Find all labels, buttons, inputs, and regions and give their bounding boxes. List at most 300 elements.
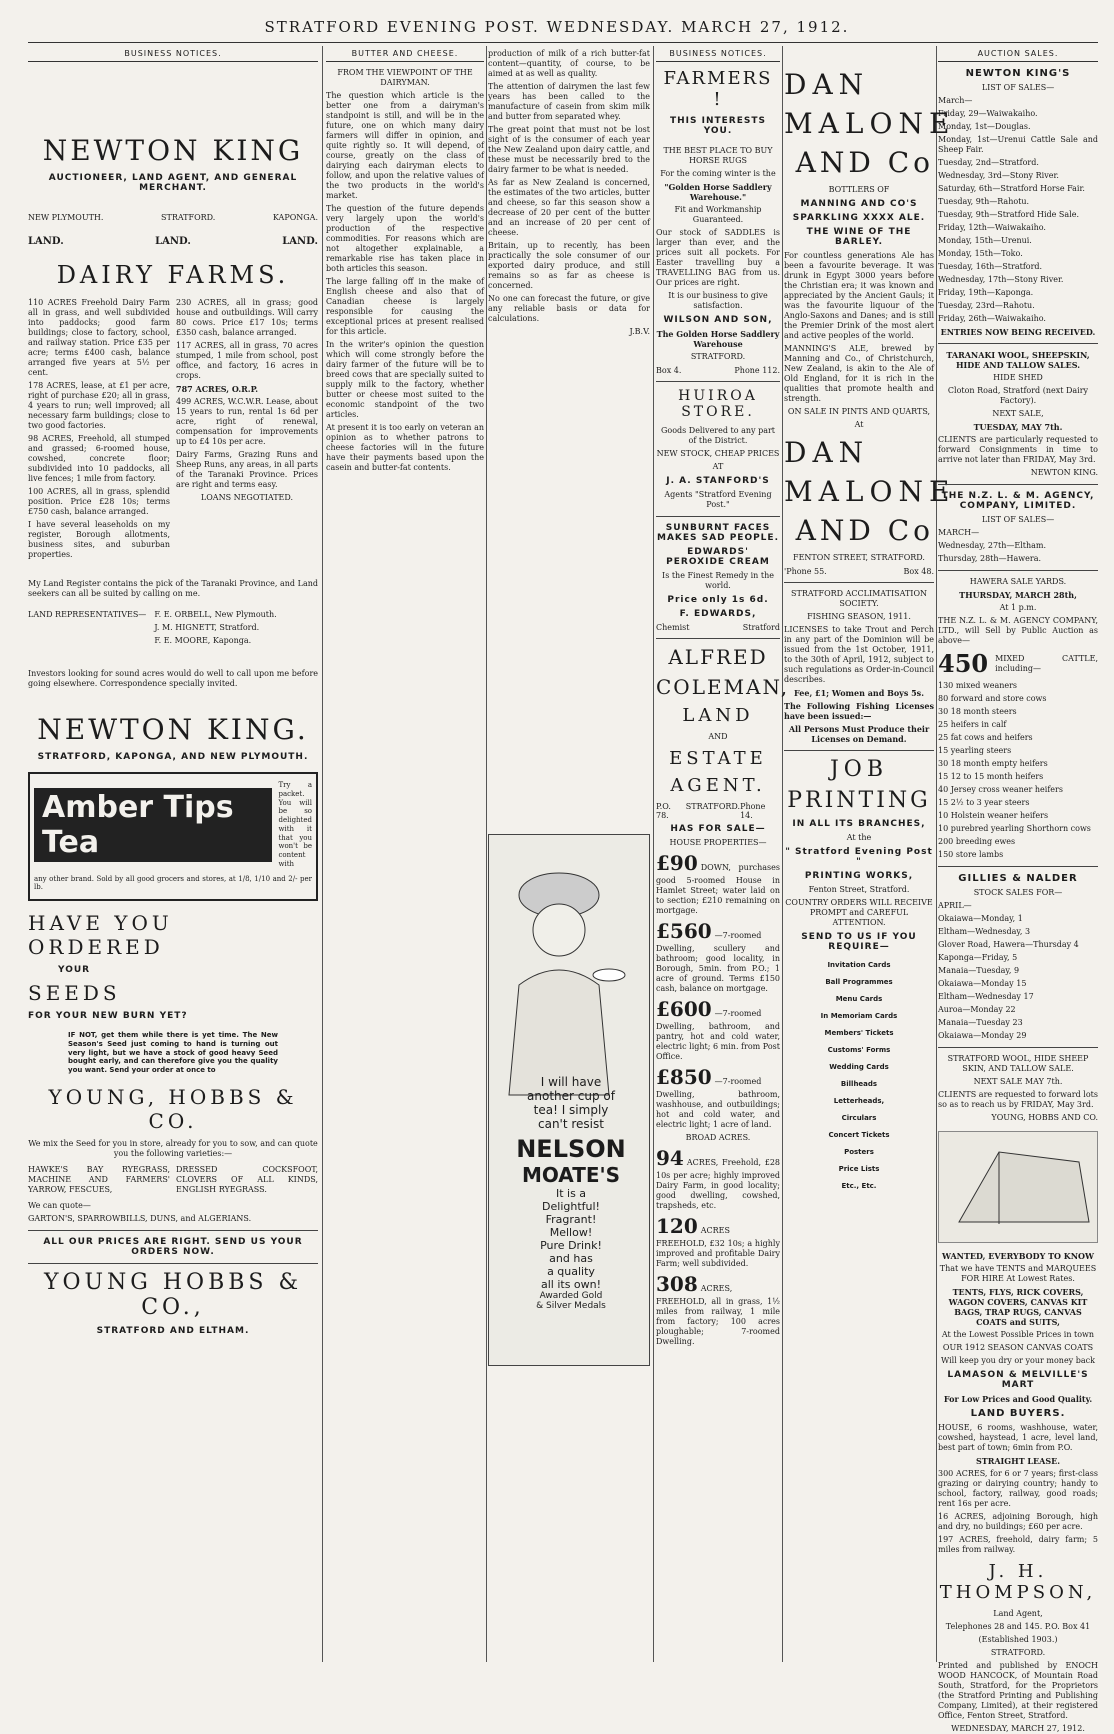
malone-title: MALONE: [784, 107, 956, 140]
seed-variety: HAWKE'S BAY RYEGRASS, MACHINE AND FARMERS' YARROW, FESCUES,: [28, 1164, 170, 1194]
peroxide-cream: EDWARDS' PEROXIDE CREAM: [666, 547, 770, 567]
sparkling-line: SPARKLING XXXX ALE.: [792, 213, 926, 223]
month-label: MARCH—: [938, 528, 980, 537]
at-the: At the: [846, 833, 872, 842]
bottlers-line: BOTTLERS OF: [828, 185, 890, 194]
cattle-entry: 40 Jersey cross weaner heifers: [938, 785, 1063, 794]
divider: [784, 750, 934, 751]
golden-horse-2: The Golden Horse Saddlery Warehouse: [656, 329, 780, 349]
dairy-farms-title: DAIRY FARMS.: [56, 261, 290, 289]
at-line: At: [854, 420, 864, 429]
entries-line: ENTRIES NOW BEING RECEIVED.: [940, 327, 1096, 337]
sale-entry: Auroa—Monday 22: [938, 1005, 1016, 1014]
phone-number: Phone 112.: [734, 366, 780, 375]
divider: [938, 484, 1098, 485]
box-number: Box 4.: [656, 366, 682, 375]
sale-entry: Tuesday, 9th—Stratford Hide Sale.: [938, 210, 1080, 219]
cattle-entry: 30 18 month steers: [938, 707, 1017, 716]
house-text: —7-roomed Dwelling, bathroom, washhouse, and outbuildings; hot and cold water, and electric light; 1 acre of land.: [656, 1077, 780, 1129]
telephones: Telephones 28 and 145. P.O. Box 41: [945, 1622, 1091, 1631]
cloton-road: Cloton Road, Stratford (next Dairy Factory).: [947, 386, 1089, 405]
sale-entry: Okaiawa—Monday 15: [938, 979, 1027, 988]
sale-entry: Friday, 26th—Waiwakaiho.: [938, 314, 1046, 323]
printing-item: Billheads: [840, 1080, 878, 1088]
sale-time: At 1 p.m.: [999, 603, 1037, 612]
article-paragraph: The attention of dairymen the last few years has been called to the manufacture of casein from skim milk and butter from separated whey.: [488, 82, 650, 121]
dan-title-2: DAN: [784, 436, 870, 469]
masthead: STRATFORD EVENING POST. WEDNESDAY. MARCH 27, 1912.: [264, 18, 850, 36]
buyer-listing: HOUSE, 6 rooms, washhouse, water, cowshed, haystead, 1 acre, level land, best part of town; 6min from P.O.: [938, 1423, 1098, 1452]
month-label: APRIL—: [938, 901, 972, 910]
business-line: It is our business to give satisfaction.: [668, 291, 768, 310]
month-label: March—: [938, 96, 973, 105]
article-paragraph: The question which article is the better one from a dairyman's standpoint is still, and will be in the future, one on which many dairy farmers will differ in opinion, and quite rightly so. It will depend, of course, greatly on the class of dairying each dairyman elects to follow, and upon the relative values of the two products in the world's market.: [326, 91, 484, 200]
malone-title-2: MALONE: [784, 475, 956, 508]
sale-entry: Manaia—Tuesday 23: [938, 1018, 1023, 1027]
agents-line: Agents "Stratford Evening Post.": [664, 490, 772, 509]
chemist-label: Chemist: [656, 623, 690, 632]
sale-entry: Monday, 15th—Urenui.: [938, 236, 1032, 245]
land-reps-label: LAND REPRESENTATIVES—: [28, 610, 147, 619]
article-signature: J.B.V.: [629, 327, 650, 336]
nk-signature: NEWTON KING.: [1030, 468, 1098, 477]
alfred-title: ALFRED: [668, 645, 768, 669]
price-line: Price only 1s 6d.: [667, 595, 769, 605]
house-text: —7-roomed Dwelling, scullery and bathroom; good locality, in Borough, 5min. from P.O.; 1 acre of ground. Terms £150 cash, balance on mortgage.: [656, 931, 780, 993]
land-buyers: LAND BUYERS.: [970, 1408, 1066, 1419]
cattle-entry: 10 Holstein weaner heifers: [938, 811, 1049, 820]
ad-line: Pure Drink!: [540, 1239, 602, 1252]
buyer-listing: 197 ACRES, freehold, dairy farm; 5 miles from railway.: [938, 1535, 1098, 1554]
golden-horse: "Golden Horse Saddlery Warehouse.": [664, 182, 772, 202]
printing-item: Menu Cards: [835, 995, 883, 1003]
flys-line: TENTS, FLYS, RICK COVERS, WAGON COVERS, CANVAS KIT BAGS, TRAP RUGS, CANVAS COATS and SUITS,: [948, 1287, 1088, 1327]
sale-entry: Thursday, 28th—Hawera.: [938, 554, 1042, 563]
wool-sale-2: STRATFORD WOOL, HIDE SHEEP SKIN, AND TALLOW SALE.: [947, 1054, 1089, 1073]
produce-line: All Persons Must Produce their Licenses on Demand.: [788, 724, 930, 744]
gillies-title: GILLIES & NALDER: [958, 873, 1078, 884]
printing-items: [784, 961, 934, 1190]
section-header: AUCTION SALES.: [938, 46, 1098, 62]
hawera-yards: HAWERA SALE YARDS.: [969, 577, 1067, 586]
listing-text: 100 ACRES, all in grass, splendid position. Price £28 10s; terms £750 cash, balance arranged.: [28, 487, 170, 516]
article-paragraph: As far as New Zealand is concerned, the estimates of the two articles, butter and cheese, so far this season show a decrease of 20 per cent of the butter and an increase of 20 per cent of cheese.: [488, 178, 650, 237]
newton-king-title: NEWTON KING: [42, 134, 304, 167]
sale-date: TUESDAY, MAY 7th.: [973, 422, 1063, 432]
andco-title-2: AND Co: [795, 514, 934, 547]
po-box: P.O. 78.: [656, 802, 671, 820]
keep-line: Will keep you dry or your money back: [941, 1356, 1095, 1365]
seeds-list: GARTON'S, SPARROWBILLS, DUNS, and ALGERIANS.: [28, 1213, 252, 1223]
house-price: £90: [656, 851, 698, 875]
printing-item: Circulars: [841, 1114, 877, 1122]
fit-line: Fit and Workmanship Guaranteed.: [674, 205, 762, 224]
article-paragraph: In the writer's opinion the question which will come strongly before the dairy farmer of the future will be to breed cows that are specially suited to supply milk to the factory, whether butter or cheese most suited to the economic standpoint of the two articles.: [326, 340, 484, 419]
listing-text: 499 ACRES, W.C.W.R. Lease, about 15 years to run, rental 1s 6d per acre, right of renewal, compensation for improvements up to £4 10s per acre.: [176, 397, 318, 446]
house-text: DOWN, purchases good 5-roomed House in Hamlet Street; water laid on to section; £210 remaining on mortgage.: [656, 863, 780, 915]
sep-name: " Stratford Evening Post ": [785, 847, 933, 867]
listing-text: 117 ACRES, all in grass, 70 acres stumped, 1 mile from school, post office, and factory, 16 acres in crops.: [176, 341, 318, 380]
land-agent: Land Agent,: [993, 1609, 1043, 1618]
article-paragraph: No one can forecast the future, or give any reliable basis or data for calculations.: [488, 294, 650, 323]
seeds-varieties: [28, 1162, 318, 1198]
sale-entry: Wednesday, 17th—Stony River.: [938, 275, 1064, 284]
column-business-notices-2: [656, 46, 790, 1662]
nzlm-title: THE N.Z. L. & M. AGENCY, COMPANY, LIMITED.: [941, 491, 1095, 511]
listing-text: 178 ACRES, lease, at £1 per acre, right of purchase £20; all in grass, 4 years to run; well improved; all necessary farm buildings; close to two good factories.: [28, 381, 170, 430]
seed-variety: DRESSED COCKSFOOT, CLOVERS OF ALL KINDS, ENGLISH RYEGRASS.: [176, 1164, 318, 1194]
listing-text: Dairy Farms, Grazing Runs and Sheep Runs, any areas, in all parts of the Taranaki Province. Prices are right and terms easy.: [176, 450, 318, 489]
clients-text: CLIENTS are particularly requested to forward Consignments in time to arrive not later than FRIDAY, May 3rd.: [938, 435, 1098, 464]
towns-row: [28, 213, 318, 222]
acre-text: ACRES, FREEHOLD, all in grass, 1½ miles from railway, 1 mile from factory; 100 acres ploughable; 7-roomed Dwelling.: [656, 1284, 780, 1346]
low-prices: For Low Prices and Good Quality.: [943, 1394, 1093, 1404]
ad-line: & Silver Medals: [536, 1301, 606, 1311]
seeds-quote-label: We can quote—: [28, 1200, 91, 1210]
chemist-row: [656, 623, 780, 632]
land-representatives: [28, 607, 318, 649]
stock-sales: STOCK SALES FOR—: [973, 888, 1063, 897]
printing-works: PRINTING WORKS,: [804, 871, 914, 881]
wine-line: THE WINE OF THE BARLEY.: [806, 227, 912, 247]
acclimatisation-title: STRATFORD ACCLIMATISATION SOCIETY.: [791, 589, 927, 608]
send-to-us: SEND TO US IF YOU REQUIRE—: [801, 932, 917, 952]
established: (Established 1903.): [978, 1635, 1058, 1644]
divider: [938, 570, 1098, 571]
cattle-entry: 25 fat cows and heifers: [938, 733, 1033, 742]
sale-entry: Tuesday, 9th—Rahotu.: [938, 197, 1030, 206]
house-text: —7-roomed Dwelling, bathroom, and pantry, hot and cold water, electric light; 6 min. from Post Office.: [656, 1009, 780, 1061]
printing-title: PRINTING: [787, 788, 931, 813]
printing-item: Price Lists: [838, 1165, 880, 1173]
has-for-sale: HAS FOR SALE—: [670, 824, 766, 834]
ad-line: I will have: [540, 1075, 602, 1089]
at-line: AT: [712, 462, 724, 471]
dan-title: DAN: [784, 68, 870, 101]
seeds-heading-4: FOR YOUR NEW BURN YET?: [28, 1011, 188, 1021]
house-properties: HOUSE PROPERTIES—: [669, 838, 767, 847]
sale-entry: Saturday, 6th—Stratford Horse Fair.: [938, 184, 1085, 193]
young-hobbs-towns: STRATFORD AND ELTHAM.: [96, 1325, 250, 1336]
ad-line: can't resist: [538, 1117, 604, 1131]
divider: [656, 638, 780, 639]
nzlm-text: THE N.Z. L. & M. AGENCY COMPANY, LTD., will Sell by Public Auction as above—: [938, 616, 1098, 645]
issued-line: The Following Fishing Licenses have been issued:—: [784, 701, 934, 721]
amber-tips-tea-ad: [28, 772, 318, 901]
sale-entry: Friday, 19th—Kaponga.: [938, 288, 1034, 297]
ad-line: all its own!: [540, 1278, 602, 1291]
stratford-label: STRATFORD.: [990, 1648, 1046, 1657]
ad-line: Awarded Gold: [539, 1291, 603, 1301]
printing-item: Wedding Cards: [829, 1063, 889, 1071]
sale-entry: Wednesday, 3rd—Stony River.: [938, 171, 1059, 180]
ale-text: For countless generations Ale has been a favourite beverage. It was drunk in Egypt 3000 years before the Christian era; it was known and appreciated by the Ancient Gauls; it was the favourite liquour of the Anglo-Saxons and Danes; and is still the Premier Drink of the most alert and active peoples of the world.: [784, 251, 934, 340]
young-hobbs-title: YOUNG, HOBBS & CO.: [48, 1084, 298, 1133]
tent-illustration: [938, 1131, 1098, 1243]
saddles-text: Our stock of SADDLES is larger than ever, and the prices suit all pockets. For Easter travelling buy a TRAVELLING BAG from us. Our prices are right.: [656, 228, 780, 287]
thursday-date: THURSDAY, MARCH 28th,: [959, 590, 1077, 600]
broad-acres: BROAD ACRES.: [685, 1133, 751, 1142]
delivered-line: Goods Delivered to any part of the District.: [660, 426, 776, 445]
printed-text: Printed and published by ENOCH WOOD HANCOCK, of Mountain Road South, Stratford, for the Proprietors (the Stratford Printing and Publishing Company, Limited), at their registered Office, Fenton Street, Stratford.: [938, 1661, 1098, 1720]
fenton-street: FENTON STREET, STRATFORD.: [793, 553, 925, 562]
column-divider: [486, 46, 487, 1662]
agent-name: F. E. MOORE, Kaponga.: [154, 636, 252, 645]
cattle-entry: 30 18 month empty heifers: [938, 759, 1048, 768]
column-butter-cheese: [326, 46, 484, 1662]
printing-item: Ball Programmes: [825, 978, 893, 986]
canvas-line: OUR 1912 SEASON CANVAS COATS: [942, 1343, 1094, 1352]
printing-item: Members' Tickets: [824, 1029, 894, 1037]
section-header: BUSINESS NOTICES.: [28, 46, 318, 62]
stanford-name: J. A. STANFORD'S: [666, 476, 770, 486]
divider: [784, 582, 934, 583]
phone-box-row: [784, 567, 934, 576]
article-paragraph: Britain, up to recently, has been practically the sole consumer of our exported dairy produce, and still remains so as far as cheese is concerned.: [488, 241, 650, 290]
cattle-count: 450: [938, 649, 989, 678]
sale-entry: Monday, 15th—Toko.: [938, 249, 1023, 258]
acre-count: 308: [656, 1272, 698, 1296]
printing-item: In Memoriam Cards: [820, 1012, 898, 1020]
andco-title: AND Co: [795, 146, 934, 179]
house-price: £850: [656, 1065, 712, 1089]
land-label: LAND.: [282, 236, 318, 247]
printing-item: Invitation Cards: [827, 961, 891, 969]
seeds-heading-2: YOUR: [58, 965, 91, 975]
town: NEW PLYMOUTH.: [28, 213, 104, 222]
cattle-entry: 15 12 to 15 month heifers: [938, 772, 1044, 781]
huiroa-store: HUIROA STORE.: [678, 388, 758, 420]
divider: [656, 381, 780, 382]
cattle-entry: 10 purebred yearling Shorthorn cows: [938, 824, 1091, 833]
section-header: BUSINESS NOTICES.: [656, 46, 780, 62]
box-number: Box 48.: [903, 567, 934, 576]
column-auction-sales: [938, 46, 1098, 1733]
column-divider: [653, 46, 654, 1662]
stratford-label: STRATFORD.: [685, 802, 741, 811]
sale-entry: Manaia—Tuesday, 9: [938, 966, 1020, 975]
seeds-mix-text: We mix the Seed for you in store, already for you to sow, and can quote you the following varieties:—: [28, 1138, 318, 1158]
nelson-moate-tea-ad: [488, 834, 650, 1366]
nk-sales-list: [938, 109, 1098, 324]
wanted-line: WANTED, EVERYBODY TO KNOW: [941, 1251, 1095, 1261]
sale-entry: Eltham—Wednesday 17: [938, 992, 1034, 1001]
article-subtitle: FROM THE VIEWPOINT OF THE DAIRYMAN.: [337, 68, 473, 87]
article-paragraph: The question of the future depends very largely upon the world's production of the respective commodities. For reasons which are not altogether explainable, a remarkable rise has taken place in both articles this season.: [326, 204, 484, 273]
house-price: £560: [656, 919, 712, 943]
wilson-son: WILSON AND SON,: [663, 315, 773, 325]
thompson-title: J. H. THOMPSON,: [939, 1561, 1097, 1603]
cattle-entry: 130 mixed weaners: [938, 681, 1018, 690]
lowest-line: At the Lowest Possible Prices in town: [941, 1330, 1095, 1339]
printing-item: Concert Tickets: [828, 1131, 890, 1139]
manning-text: MANNING'S ALE, brewed by Manning and Co., of Christchurch, New Zealand, is akin to the Ale of Old England, for it is rich in the qualities that promote health and strength.: [784, 344, 934, 403]
nelson-brand: NELSON: [516, 1135, 626, 1163]
cattle-label: MIXED CATTLE, including—: [995, 653, 1098, 673]
stratford-line: STRATFORD.: [690, 352, 746, 361]
sale-entry: Okaiawa—Monday 29: [938, 1031, 1027, 1040]
agent-name: J. M. HIGNETT, Stratford.: [154, 623, 260, 632]
listing-text: 787 ACRES, O.R.P.: [176, 384, 259, 394]
newton-king-footer-title: NEWTON KING.: [37, 713, 309, 746]
ad-line: Mellow!: [549, 1226, 593, 1239]
straight-lease: STRAIGHT LEASE.: [975, 1456, 1061, 1466]
newton-king-footer-towns: STRATFORD, KAPONGA, AND NEW PLYMOUTH.: [37, 752, 309, 762]
farmers-title: FARMERS !: [663, 68, 773, 110]
mart-line: LAMASON & MELVILLE'S MART: [947, 1370, 1089, 1390]
town: KAPONGA.: [272, 213, 318, 222]
sale-entry: Friday, 29—Waiwakaiho.: [938, 109, 1038, 118]
tent-icon: [939, 1132, 1097, 1240]
article-title: BUTTER AND CHEESE.: [326, 46, 484, 62]
amber-tips-brand: Amber Tips Tea: [34, 788, 272, 862]
printing-item: Customs' Forms: [827, 1046, 891, 1054]
ad-line: and has: [549, 1252, 593, 1265]
clients-text-2: CLIENTS are requested to forward lots so as to reach us by FRIDAY, May 3rd.: [938, 1090, 1098, 1109]
article-paragraph: At present it is too early on veteran an opinion as to whether patrons to cheese factories will in the future have their payments based upon the casein and butter-fat contents.: [326, 423, 484, 472]
estate-title: ESTATE: [669, 748, 767, 769]
fee-line: Fee, £1; Women and Boys 5s.: [794, 688, 924, 698]
fenton-street-2: Fenton Street, Stratford.: [808, 885, 910, 894]
ad-line: Fragrant!: [545, 1213, 597, 1226]
gillies-sales-list: [938, 914, 1098, 1041]
cattle-entry: 150 store lambs: [938, 850, 1004, 859]
sale-entry: Monday, 1st—Urenui Cattle Sale and Sheep Fair.: [938, 135, 1098, 154]
list-of-sales: LIST OF SALES—: [981, 83, 1055, 92]
agent-name: F. E. ORBELL, New Plymouth.: [154, 610, 277, 619]
agent-title: AGENT.: [670, 775, 766, 796]
country-orders: COUNTRY ORDERS WILL RECEIVE PROMPT and CAREFUL ATTENTION.: [785, 898, 933, 927]
column-divider: [936, 46, 937, 1662]
acre-count: 94: [656, 1146, 684, 1170]
fishing-season: FISHING SEASON, 1911.: [807, 612, 911, 621]
article-paragraph: The large falling off in the make of English cheese and also that of Canadian cheese is largely responsible for causing the exceptional prices at present realised for this article.: [326, 277, 484, 336]
seeds-heading-3: SEEDS: [28, 981, 121, 1005]
land-label: LAND.: [155, 236, 191, 247]
farm-listings: [28, 295, 318, 563]
young-hobbs-sig: YOUNG, HOBBS AND CO.: [991, 1113, 1098, 1122]
cattle-entry: 25 heifers in calf: [938, 720, 1007, 729]
cattle-entry: 80 forward and store cows: [938, 694, 1047, 703]
edwards-name: F. EDWARDS,: [679, 609, 757, 619]
po-row: [656, 802, 780, 820]
printing-item: Letterheads,: [833, 1097, 885, 1105]
column-business-notices: [28, 46, 318, 1662]
land-label: LAND.: [28, 236, 64, 247]
divider: [938, 1047, 1098, 1048]
land-row: [28, 236, 318, 247]
phone-number: Phone 14.: [740, 802, 766, 820]
sale-entry: Tuesday, 23rd—Rahotu.: [938, 301, 1035, 310]
new-stock: NEW STOCK, CHEAP PRICES: [656, 449, 780, 458]
winter-line: For the coming winter is the: [660, 169, 776, 178]
column-divider: [782, 46, 783, 1662]
town: STRATFORD.: [161, 213, 216, 222]
article-paragraph: production of milk of a rich butter-fat content—quantity, of course, to be aimed at as well as quality.: [488, 49, 650, 78]
listing-text: 110 ACRES Freehold Dairy Farm all in grass, and well subdivided into paddocks; good farm buildings; close to factory, school, and railway station. Price £35 per acre; terms £400 cash, balance arranged five years at 5½ per cent.: [28, 298, 170, 377]
amber-side-text: Try a packet. You will be so delighted with it that you won't be content with: [278, 781, 312, 868]
manning-line: MANNING AND CO'S: [800, 199, 918, 209]
finest-remedy: Is the Finest Remedy in the world.: [662, 571, 774, 590]
ad-line: tea! I simply: [533, 1103, 609, 1117]
newton-king-subtitle: AUCTIONEER, LAND AGENT, AND GENERAL MERCHANT.: [48, 173, 298, 193]
cattle-entry: 15 yearling steers: [938, 746, 1012, 755]
stratford-label: Stratford: [742, 623, 780, 632]
masthead-rule: [28, 42, 1098, 43]
on-sale-line: ON SALE IN PINTS AND QUARTS,: [787, 407, 931, 416]
branches-line: IN ALL ITS BRANCHES,: [792, 819, 926, 829]
next-sale-2: NEXT SALE MAY 7th.: [973, 1077, 1063, 1086]
nk-sales-title: NEWTON KING'S: [965, 68, 1071, 79]
next-sale: NEXT SALE,: [992, 409, 1044, 418]
seeds-prices-line: ALL OUR PRICES ARE RIGHT. SEND US YOUR ORDERS NOW.: [43, 1236, 303, 1257]
listing-text: 230 ACRES, all in grass; good house and outbuildings. Will carry 80 cows. Price £17 10s; terms £350 cash, balance arranged.: [176, 298, 318, 337]
sale-entry: Wednesday, 27th—Eltham.: [938, 541, 1047, 550]
cattle-list: [938, 681, 1098, 860]
sale-entry: Friday, 12th—Waiwakaiho.: [938, 223, 1046, 232]
box-phone-row: [656, 366, 780, 375]
tents-line: That we have TENTS and MARQUEES FOR HIRE At Lowest Rates.: [939, 1264, 1097, 1283]
column-article-continued: [488, 46, 650, 1662]
sale-entry: Tuesday, 2nd—Stratford.: [938, 158, 1039, 167]
cattle-entry: 200 breeding ewes: [938, 837, 1016, 846]
article-paragraph: The great point that must not be lost sight of is the consumer of each year the New Zealand upon dairy cattle, and these must be necessarily bred to the dairy farmer to be what is needed.: [488, 125, 650, 174]
cattle-entry: 15 2½ to 3 year steers: [938, 798, 1030, 807]
sale-entry: Eltham—Wednesday, 3: [938, 927, 1031, 936]
divider: [656, 516, 780, 517]
ad-line: It is a: [555, 1187, 587, 1200]
land-title: LAND: [682, 705, 754, 726]
listing-text: I have several leaseholds on my register, Borough allotments, business sites, and suburban properties.: [28, 520, 170, 559]
divider: [28, 1230, 318, 1231]
column-divider: [322, 46, 323, 1662]
seeds-box-text: IF NOT, get them while there is yet time. The New Season's Seed just coming to hand is turning out very light, but we have a stock of good heavy Seed bought early, and can therefore give you the quality you want. Send your order at once to: [68, 1031, 278, 1074]
job-title: JOB: [829, 757, 889, 782]
sale-entry: Tuesday, 16th—Stratford.: [938, 262, 1043, 271]
divider: [938, 343, 1098, 344]
sale-entry: Glover Road, Hawera—Thursday 4: [938, 940, 1079, 949]
footer-date: WEDNESDAY, MARCH 27, 1912.: [951, 1724, 1085, 1733]
coleman-title: COLEMAN,: [656, 675, 790, 699]
and-line: AND: [708, 732, 728, 741]
moates-brand: MOATE'S: [521, 1163, 621, 1187]
seeds-heading: HAVE YOU ORDERED: [28, 911, 173, 959]
acre-text: ACRES FREEHOLD, £32 10s; a highly improved and profitable Dairy Farm; well subdivided.: [656, 1226, 780, 1268]
sale-entry: Okaiawa—Monday, 1: [938, 914, 1023, 923]
land-register-text: My Land Register contains the pick of the Taranaki Province, and Land seekers can all be suited by calling on me.: [28, 579, 318, 598]
loans-line: LOANS NEGOTIATED.: [200, 493, 294, 502]
ad-line: a quality: [547, 1265, 595, 1278]
amber-tagline: any other brand. Sold by all good grocers and stores, at 1/8, 1/10 and 2/- per lb.: [34, 874, 312, 892]
buyer-listing: 300 ACRES, for 6 or 7 years; first-class grazing or dairying country; handy to school, factory, railway, good roads; rent 16s per acre.: [938, 1469, 1098, 1508]
phone-number: 'Phone 55.: [784, 567, 827, 576]
divider: [938, 866, 1098, 867]
acre-count: 120: [656, 1214, 698, 1238]
buyer-listing: 16 ACRES, adjoining Borough, high and dry, no buildings; £60 per acre.: [938, 1512, 1098, 1531]
printing-item: Posters: [844, 1148, 874, 1156]
investors-text: Investors looking for sound acres would do well to call upon me before going elsewhere. Correspondence specially invited.: [28, 669, 318, 688]
ad-line: Delightful!: [542, 1200, 600, 1213]
divider: [28, 1263, 318, 1264]
house-price: £600: [656, 997, 712, 1021]
licenses-text: LICENSES to take Trout and Perch in any part of the Dominion will be issued from the 1st October, 1911, to the 30th of April, 1912, subject to such regulations as Order-in-Council describes.: [784, 625, 934, 684]
farmers-sub: THIS INTERESTS YOU.: [670, 116, 766, 136]
wool-sales: TARANAKI WOOL, SHEEPSKIN, HIDE AND TALLOW SALES.: [946, 350, 1090, 370]
sale-entry: Monday, 1st—Douglas.: [938, 122, 1031, 131]
young-hobbs-footer: YOUNG HOBBS & CO.,: [43, 1269, 303, 1320]
ad-line: another cup of: [527, 1089, 615, 1103]
printing-item: Etc., Etc.: [841, 1182, 877, 1190]
